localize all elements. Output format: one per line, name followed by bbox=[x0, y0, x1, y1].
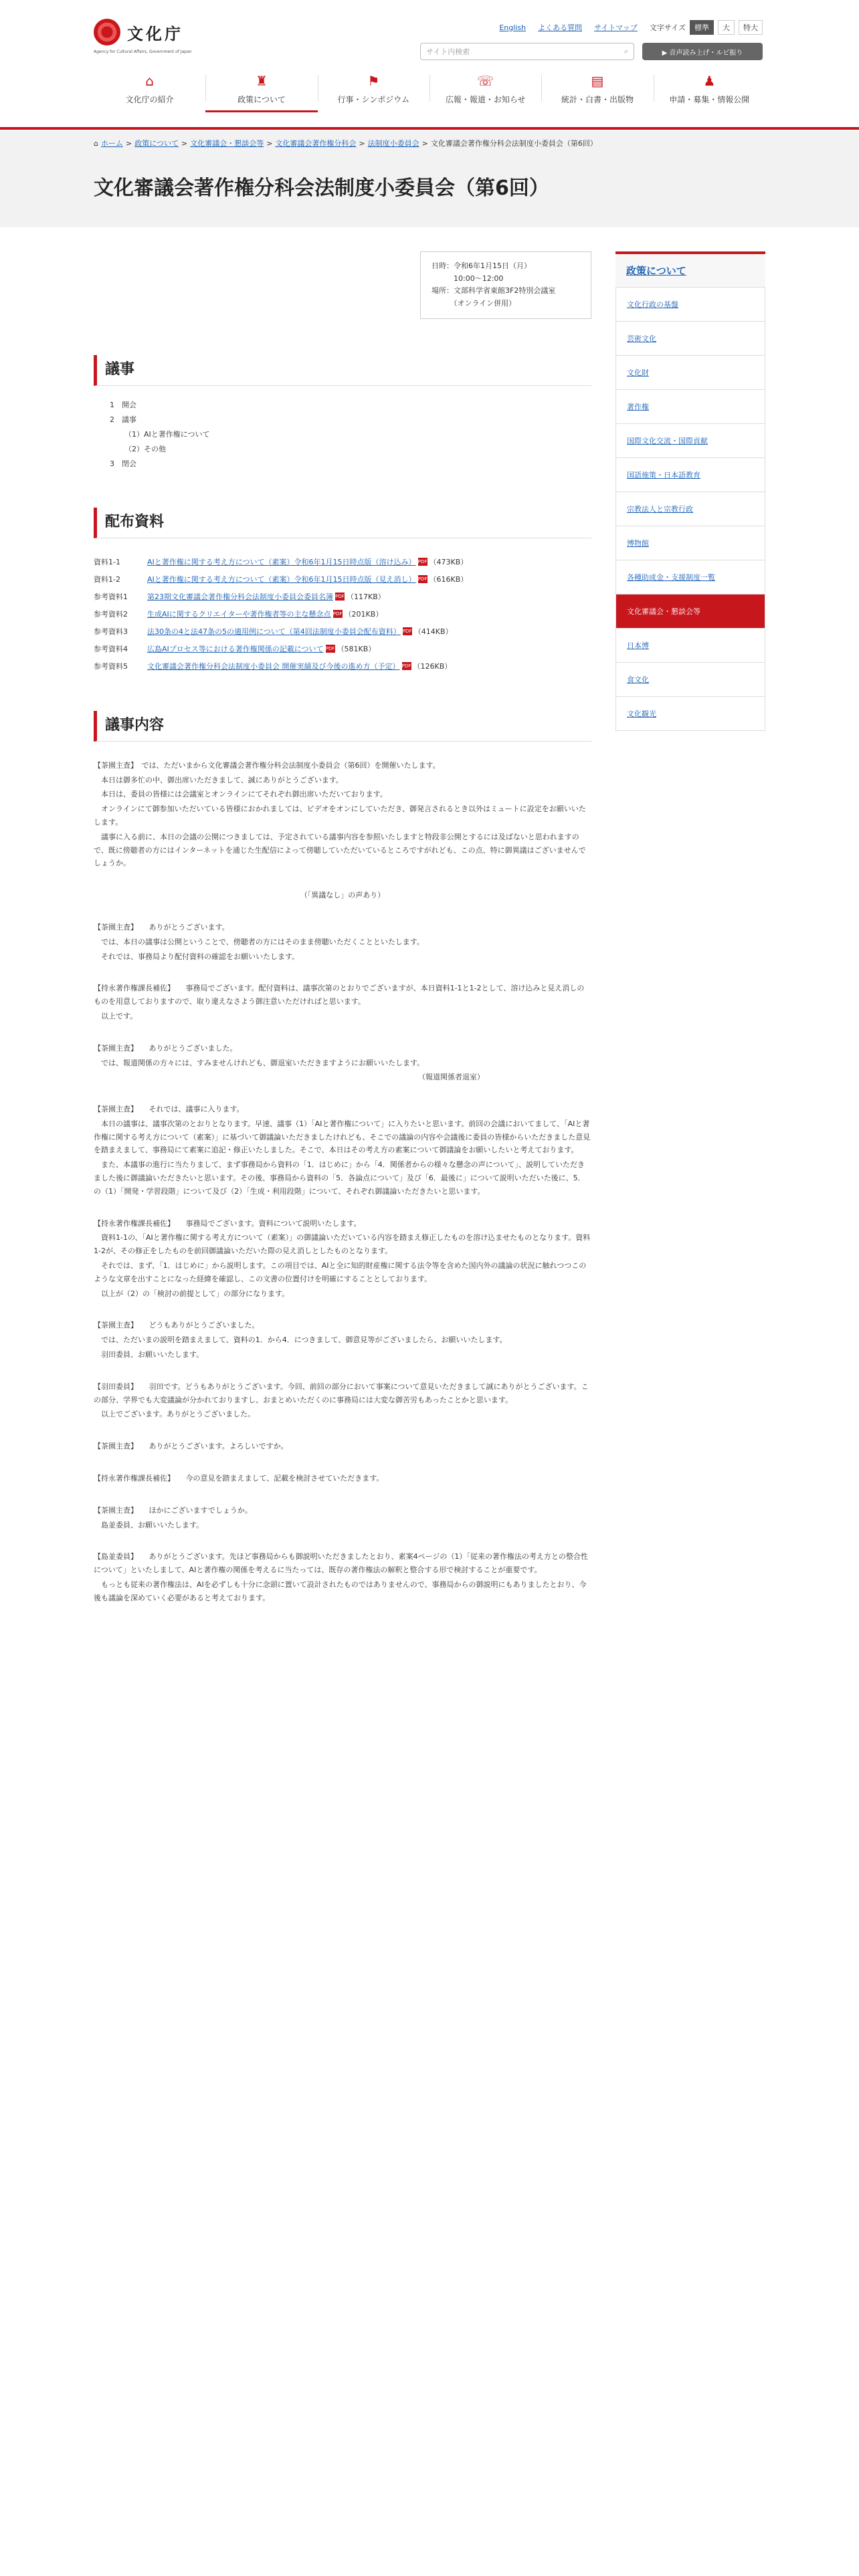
materials-list bbox=[94, 553, 591, 675]
agenda-item: 2 議事 bbox=[110, 415, 136, 424]
sidebar-item[interactable] bbox=[616, 321, 765, 355]
minutes-paragraph: それでは、事務局より配付資料の確認をお願いいたします。 bbox=[94, 952, 300, 961]
sidebar-item-label[interactable]: 各種助成金・支援制度一覧 bbox=[627, 573, 715, 582]
gnav-label: 政策について bbox=[237, 95, 286, 104]
minutes-paragraph: 【茶園主査】 ありがとうございました。 bbox=[94, 1043, 237, 1053]
reader-button[interactable]: ▶ 音声読み上げ・ルビ振り bbox=[642, 43, 763, 60]
font-size-large-button[interactable]: 大 bbox=[718, 20, 735, 35]
sidebar-item[interactable] bbox=[616, 492, 765, 526]
minutes-remark: （「異議なし」の声あり） bbox=[300, 891, 385, 900]
utility-nav bbox=[499, 20, 763, 35]
material-size: （414KB） bbox=[413, 627, 453, 636]
gnav-events[interactable] bbox=[318, 70, 430, 112]
material-number: 資料1-2 bbox=[94, 574, 120, 584]
breadcrumb-current: 文化審議会著作権分科会法制度小委員会（第6回） bbox=[430, 139, 597, 148]
spacer bbox=[94, 1422, 591, 1440]
material-row bbox=[94, 553, 591, 570]
font-size-xlarge-button[interactable]: 特大 bbox=[739, 20, 763, 35]
util-link-sitemap[interactable]: サイトマップ bbox=[594, 23, 638, 32]
logo-mark-icon bbox=[94, 19, 120, 45]
spacer bbox=[94, 964, 591, 982]
spacer bbox=[94, 1025, 591, 1042]
gnav-label: 文化庁の紹介 bbox=[125, 95, 174, 104]
material-link[interactable]: 文化審議会著作権分科会法制度小委員会 開催実績及び今後の進め方（予定） bbox=[147, 661, 400, 671]
sidebar-item[interactable] bbox=[616, 457, 765, 492]
sidebar-item[interactable] bbox=[616, 560, 765, 594]
title-area bbox=[0, 155, 859, 227]
sidebar-item-label[interactable]: 芸術文化 bbox=[627, 334, 656, 343]
minutes-heading: 議事内容 bbox=[94, 711, 591, 742]
spacer bbox=[94, 871, 591, 889]
gnav-about[interactable] bbox=[94, 70, 205, 112]
header-divider bbox=[0, 127, 859, 130]
minutes-body bbox=[94, 759, 591, 1605]
spacer bbox=[94, 1533, 591, 1550]
minutes-remark: （報道関係者退室） bbox=[418, 1073, 484, 1082]
agenda-list bbox=[110, 398, 591, 471]
sidebar-item[interactable] bbox=[616, 355, 765, 389]
gnav-application[interactable] bbox=[654, 70, 765, 112]
material-number: 参考資料4 bbox=[94, 644, 128, 653]
material-number: 参考資料3 bbox=[94, 627, 128, 636]
minutes-paragraph: 【茶園主査】 ほかにございますでしょうか。 bbox=[94, 1505, 252, 1515]
pdf-icon: PDF bbox=[417, 558, 427, 564]
sidebar-item-active[interactable] bbox=[616, 594, 765, 628]
broadcast-icon: ☏ bbox=[477, 73, 494, 89]
agenda-heading: 議事 bbox=[94, 355, 591, 386]
minutes-paragraph: 島並委員、お願いいたします。 bbox=[94, 1520, 204, 1529]
page-title: 文化審議会著作権分科会法制度小委員会（第6回） bbox=[94, 177, 549, 200]
sidebar-item-label[interactable]: 博物館 bbox=[627, 539, 649, 548]
sidebar-item-label[interactable]: 国語施策・日本語教育 bbox=[627, 471, 700, 479]
person-icon: ♟ bbox=[703, 73, 716, 89]
material-link[interactable]: AIと著作権に関する考え方について（素案）令和6年1月15日時点版（見え消し） bbox=[147, 574, 416, 584]
agenda-subitem: （2）その他 bbox=[124, 444, 166, 453]
minutes-paragraph: 【茶園主査】 では、ただいまから文化審議会著作権分科会法制度小委員会（第6回）を開催いたします。 bbox=[94, 760, 440, 770]
material-size: （201KB） bbox=[344, 609, 383, 619]
site-header bbox=[0, 0, 859, 131]
font-size-switcher bbox=[650, 20, 763, 35]
sidebar-item[interactable] bbox=[616, 423, 765, 457]
material-number: 資料1-1 bbox=[94, 557, 120, 566]
gnav-press[interactable] bbox=[430, 70, 541, 112]
minutes-paragraph: 本日の議事は、議事次第のとおりとなります。早速、議事（1）「AIと著作権について」に入りたいと思います。前回の会議においてまして、「AIと著作権に関する考え方について（素案）」に基づいて御議論いただきましたけれども、そこでの議論の内容や会議後に委員の皆様からいただきました意見を踏まえまして、事務局にて素案に追記・修正いたしました。そこで、本日はその考え方の素案について御議論をお願いしたいと考えております。 bbox=[94, 1119, 591, 1155]
materials-heading: 配布資料 bbox=[94, 508, 591, 538]
material-number: 参考資料5 bbox=[94, 661, 128, 671]
pdf-icon: PDF bbox=[401, 663, 411, 669]
gnav-label: 行事・シンポジウム bbox=[337, 95, 410, 104]
sidebar-item[interactable] bbox=[616, 389, 765, 423]
meeting-time: 10:00～12:00 bbox=[432, 274, 504, 283]
util-link-english[interactable]: English bbox=[499, 23, 527, 32]
minutes-paragraph: 資料1-1の、「AIと著作権に関する考え方について（素案）」の御議論いただいている内容を踏まえ修正したものを溶け込ませたものとなります。資料1-2が、その修正をしたものを前回御議論いただいた際の見え消しとしたものとなります。 bbox=[94, 1233, 591, 1256]
minutes-paragraph: 以上でございます。ありがとうございました。 bbox=[94, 1410, 256, 1419]
agenda-subitem: （1）AIと著作権について bbox=[124, 429, 210, 439]
global-nav bbox=[94, 70, 765, 112]
spacer bbox=[94, 1455, 591, 1472]
sidebar-item-label[interactable]: 日本博 bbox=[627, 641, 649, 650]
font-size-label: 文字サイズ bbox=[649, 23, 686, 32]
minutes-paragraph: 【持永著作権課長補佐】 今の意見を踏まえまして、記載を検討させていただきます。 bbox=[94, 1474, 384, 1483]
pdf-icon: PDF bbox=[402, 628, 412, 634]
breadcrumb-copyright[interactable]: 文化審議会著作権分科会 bbox=[275, 139, 357, 148]
agenda-item: 1 開会 bbox=[110, 400, 136, 409]
minutes-paragraph: オンラインにて御参加いただいている皆様におかれましては、ビデオをオンにしていただき、御発言されるとき以外はミュートに設定をお願いいたします。 bbox=[94, 804, 586, 827]
material-row bbox=[94, 605, 591, 623]
sidebar-heading bbox=[615, 251, 765, 287]
search-row bbox=[420, 43, 763, 60]
material-link[interactable]: AIと著作権に関する考え方について（素案）令和6年1月15日時点版（溶け込み） bbox=[147, 557, 416, 566]
minutes-paragraph: 議事に入る前に、本日の会議の公開につきましては、予定されている議事内容を参照いたしますと特段非公開とするには及ばないと思われますので、既に傍聴者の方にはインターネットを通じた生配信によって傍聴していただいているところですがれども、この点、特に御異議はございませんでしょうか。 bbox=[94, 832, 586, 868]
pdf-icon: PDF bbox=[332, 611, 343, 617]
material-row bbox=[94, 640, 591, 657]
minutes-paragraph: 【茶園主査】 ありがとうございます。よろしいですか。 bbox=[94, 1442, 288, 1451]
breadcrumb-subcommittee[interactable]: 法制度小委員会 bbox=[367, 139, 419, 148]
gnav-statistics[interactable] bbox=[541, 70, 653, 112]
breadcrumb bbox=[0, 131, 859, 155]
minutes-paragraph: 本日は御多忙の中、御出席いただきまして、誠にありがとうございます。 bbox=[94, 775, 343, 784]
flag-icon: ⚑ bbox=[367, 73, 380, 89]
minutes-paragraph: 【持永著作権課長補佐】 事務局でございます。配付資料は、議事次第のとおりでございますが、本日資料1-1と1-2として、溶け込みと見え消しのものを用意しておりますので、取り違えなさよう御注意いただければと思います。 bbox=[94, 984, 585, 1006]
minutes-paragraph: では、報道関係の方々には、すみませんけれども、御退室いただきますようにお願いいたします。 bbox=[94, 1058, 425, 1067]
pdf-icon: PDF bbox=[325, 645, 335, 651]
sidebar-item-label: 文化審議会・懇談会等 bbox=[627, 607, 700, 616]
gnav-label: 申請・募集・情報公開 bbox=[669, 95, 750, 104]
util-link-faq[interactable]: よくある質問 bbox=[538, 23, 583, 32]
sidebar-item[interactable] bbox=[616, 287, 765, 321]
material-size: （581KB） bbox=[337, 644, 376, 653]
gnav-label: 統計・白書・出版物 bbox=[561, 95, 634, 104]
book-icon: ▤ bbox=[591, 73, 604, 89]
breadcrumb-policy[interactable]: 政策について bbox=[134, 139, 179, 148]
material-link[interactable]: 法30条の4と法47条の5の適用例について（第4回法制度小委員会配布資料） bbox=[147, 627, 401, 636]
minutes-paragraph: 【持永著作権課長補佐】 事務局でございます。資料について説明いたします。 bbox=[94, 1218, 361, 1228]
sidebar-item-label[interactable]: 文化観光 bbox=[627, 710, 656, 718]
breadcrumb-sep: > bbox=[181, 138, 188, 148]
sidebar bbox=[615, 251, 765, 1606]
minutes-paragraph: 以上が（2）の「検討の前提として」の部分になります。 bbox=[94, 1289, 290, 1298]
spacer bbox=[94, 1487, 591, 1504]
sidebar-heading-link[interactable]: 政策について bbox=[626, 265, 686, 277]
material-size: （126KB） bbox=[413, 661, 452, 671]
sidebar-item[interactable] bbox=[616, 662, 765, 696]
breadcrumb-sep: > bbox=[421, 138, 428, 148]
minutes-paragraph: 【茶園主査】 それでは、議事に入ります。 bbox=[94, 1105, 244, 1114]
search-icon[interactable]: ⌕ bbox=[624, 47, 628, 56]
meeting-date: 日時：令和6年1月15日（月） bbox=[432, 261, 531, 270]
minutes-paragraph: それでは、まず、「1．はじめに」から説明します。この項目では、AIと全に知的財産権に関する法令等を含めた国内外の議論の状況に触れつつこのような文章を出すことになった経緯を確認し、この文書の位置付けを明確にすることとしております。 bbox=[94, 1261, 587, 1283]
material-row bbox=[94, 588, 591, 605]
material-size: （473KB） bbox=[429, 557, 468, 566]
spacer bbox=[94, 1200, 591, 1217]
material-number: 参考資料2 bbox=[94, 609, 128, 619]
main-layout bbox=[0, 227, 859, 1606]
minutes-paragraph: 【島並委員】 ありがとうございます。先ほど事務局からも御説明いただきましたとおり、素案4ページの（1）「従来の著作権法の考え方との整合性について」といたしまして、AIと著作権の関係を考えるに当たっては、既存の著作権法の解釈と整合する形で検討することが重要です。 bbox=[94, 1552, 588, 1575]
home-icon: ⌂ bbox=[94, 138, 98, 148]
minutes-paragraph: では、ただいまの説明を踏まえまして、資料の1．から4．につきまして、御意見等がございましたら、お願いいたします。 bbox=[94, 1335, 507, 1345]
spacer bbox=[94, 1363, 591, 1380]
logo-subtitle: Agency for Cultural Affairs, Government of Japan bbox=[94, 49, 192, 54]
agenda-item: 3 閉会 bbox=[110, 459, 136, 468]
sidebar-item-label[interactable]: 宗教法人と宗教行政 bbox=[627, 505, 693, 514]
font-size-standard-button[interactable]: 標準 bbox=[690, 20, 714, 35]
minutes-paragraph: 【羽田委員】 羽田です。どうもありがとうございます。今回、前回の部分において事案について意見いただきまして誠にありがとうございます。この部分、学界でも大変議論が分かれておりますし、おまとめいただくのに事務局には大変な御苦労もあったことかと思います。 bbox=[94, 1382, 589, 1404]
minutes-paragraph: 以上です。 bbox=[94, 1011, 138, 1021]
site-logo[interactable] bbox=[94, 19, 192, 54]
sidebar-item[interactable] bbox=[616, 628, 765, 662]
minutes-paragraph: 本日は、委員の皆様には会議室とオンラインにてそれぞれ御出席いただいております。 bbox=[94, 790, 387, 799]
spacer bbox=[94, 1301, 591, 1319]
material-size: （616KB） bbox=[429, 574, 468, 584]
meeting-place: 場所：文部科学省東館3F2特別会議室 bbox=[432, 286, 556, 296]
building-icon: ⌂ bbox=[145, 73, 154, 89]
material-link[interactable]: 広島AIプロセス等における著作権関係の記載について bbox=[147, 644, 324, 653]
pdf-icon: PDF bbox=[335, 593, 345, 599]
castle-icon: ♜ bbox=[256, 73, 268, 89]
sidebar-item-label[interactable]: 食文化 bbox=[627, 675, 649, 684]
breadcrumb-council[interactable]: 文化審議会・懇談会等 bbox=[190, 139, 264, 148]
search-placeholder: サイト内検索 bbox=[426, 47, 470, 56]
material-link[interactable]: 生成AIに関するクリエイターや著作権者等の主な懸念点 bbox=[147, 609, 331, 619]
minutes-paragraph: また、本議事の進行に当たりまして、まず事務局から資料の「1．はじめに」から「4．関係者からの様々な懸念の声について」、説明していただきました後に御議論いただきたいと思います。その後、事務局から資料の「5．各論点について」及び「6．最後に」について説明いただいた後に、5．の（1）「開発・学習段階」について及び（2）「生成・利用段階」について、それぞれ御議論いただきたいと思います。 bbox=[94, 1160, 585, 1196]
sidebar-item-label[interactable]: 著作権 bbox=[627, 403, 649, 411]
spacer bbox=[94, 903, 591, 921]
minutes-paragraph: もっとも従来の著作権法は、AIを必ずしも十分に念頭に置いて設計されたものではありませんので、事務局からの御説明にもありましたとおり、今後も議論を深めていく必要があると考えております。 bbox=[94, 1580, 587, 1602]
minutes-paragraph: 羽田委員、お願いいたします。 bbox=[94, 1350, 204, 1360]
meeting-info-box bbox=[420, 251, 591, 319]
main-content bbox=[94, 251, 591, 1606]
meeting-place-online: （オンライン併用） bbox=[432, 299, 516, 308]
breadcrumb-sep: > bbox=[359, 138, 365, 148]
breadcrumb-sep: > bbox=[266, 138, 273, 148]
minutes-paragraph: では、本日の議事は公開ということで、傍聴者の方にはそのまま傍聴いただくことといたします。 bbox=[94, 937, 424, 946]
breadcrumb-home[interactable]: ホーム bbox=[100, 139, 123, 148]
gnav-policy[interactable] bbox=[205, 70, 317, 112]
material-link[interactable]: 第23期文化審議会著作権分科会法制度小委員会委員名簿 bbox=[147, 592, 333, 601]
logo-text: 文化庁 bbox=[127, 23, 183, 43]
sidebar-item-label[interactable]: 文化財 bbox=[627, 368, 649, 377]
material-row bbox=[94, 623, 591, 640]
sidebar-item[interactable] bbox=[616, 696, 765, 730]
spacer bbox=[94, 1085, 591, 1103]
material-number: 参考資料1 bbox=[94, 592, 128, 601]
sidebar-list bbox=[615, 287, 765, 731]
minutes-paragraph: 【茶園主査】 ありがとうございます。 bbox=[94, 922, 229, 932]
site-search-input[interactable] bbox=[420, 43, 634, 60]
minutes-paragraph: 【茶園主査】 どうもありがとうございました。 bbox=[94, 1321, 260, 1330]
sidebar-item[interactable] bbox=[616, 526, 765, 560]
sidebar-item-label[interactable]: 文化行政の基盤 bbox=[627, 300, 678, 309]
breadcrumb-sep: > bbox=[125, 138, 132, 148]
pdf-icon: PDF bbox=[417, 576, 427, 582]
gnav-label: 広報・報道・お知らせ bbox=[445, 95, 526, 104]
material-row bbox=[94, 570, 591, 588]
material-row bbox=[94, 657, 591, 675]
material-size: （117KB） bbox=[347, 592, 385, 601]
sidebar-item-label[interactable]: 国際文化交流・国際貢献 bbox=[627, 437, 708, 445]
